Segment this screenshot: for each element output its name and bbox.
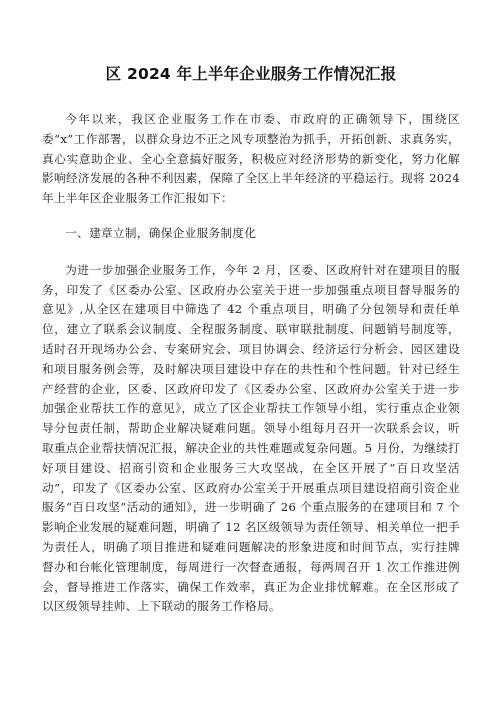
section-body-paragraph: 为进一步加强企业服务工作，今年 2 月，区委、区政府针对在建项目的服务，印发了《区委办公室、区政府办公室关于进一步加强重点项目督导服务的意见》,从全区在建项目中筛选了 42 个重点项目，明确了分包领导和责任单位，建立了联系会议制度、全程服务制度、联审联批制度、问题销号制度等，适时召开现场办公会、专案研究会、项目协调会、经济运行分析会、园区建设和项目服务例会等，及时解决项目建设中存在的共性和个性问题。针对已经生产经营的企业，区委、区政府印发了《区委办公室、区政府办公室关于进一步加强企业帮扶工作的意见》，成立了区企业帮扶工作领导小组，实行重点企业领导分包责任制，帮助企业解决疑难问题。领导小组每月召开一次联系会议，听取重点企业帮扶情况汇报，解决企业的共性难题或复杂问题。5 月份，为继续打好项目建设、招商引资和企业服务三大攻坚战，在全区开展了“百日攻坚活动”，印发了《区委办公室、区政府办公室关于开展重点项目建设招商引资企业服务“百日攻坚”活动的通知》，进一步明确了 26 个重点服务的在建项目和 7 个影响企业发展的疑难问题，明确了 12 名区级领导为责任领导、相关单位一把手为责任人，明确了项目推进和疑难问题解决的形象进度和时间节点，实行挂牌督办和台帐化管理制度，每周进行一次督查通报，每两周召开 1 次工作推进例会，督导推进工作落实，确保工作效率，真正为企业排忧解难。在全区形成了以区级领导挂帅、上下联动的服务工作格局。 [42, 262, 460, 614]
section-heading: 一、建章立制，确保企业服务制度化 [65, 225, 257, 240]
intro-paragraph: 今年以来，我区企业服务工作在市委、市政府的正确领导下，围绕区委“x”工作部署，以群众身边不正之风专项整治为抓手，开拓创新、求真务实，真心实意助企业、全心全意搞好服务，积极应对经济形势的新变化，努力化解影响经济发展的各种不利因素，保障了全区上半年经济的平稳运行。现将 2024 年上半年区企业服务工作汇报如下： [42, 112, 460, 206]
document-title: 区 2024 年上半年企业服务工作情况汇报 [105, 65, 397, 83]
